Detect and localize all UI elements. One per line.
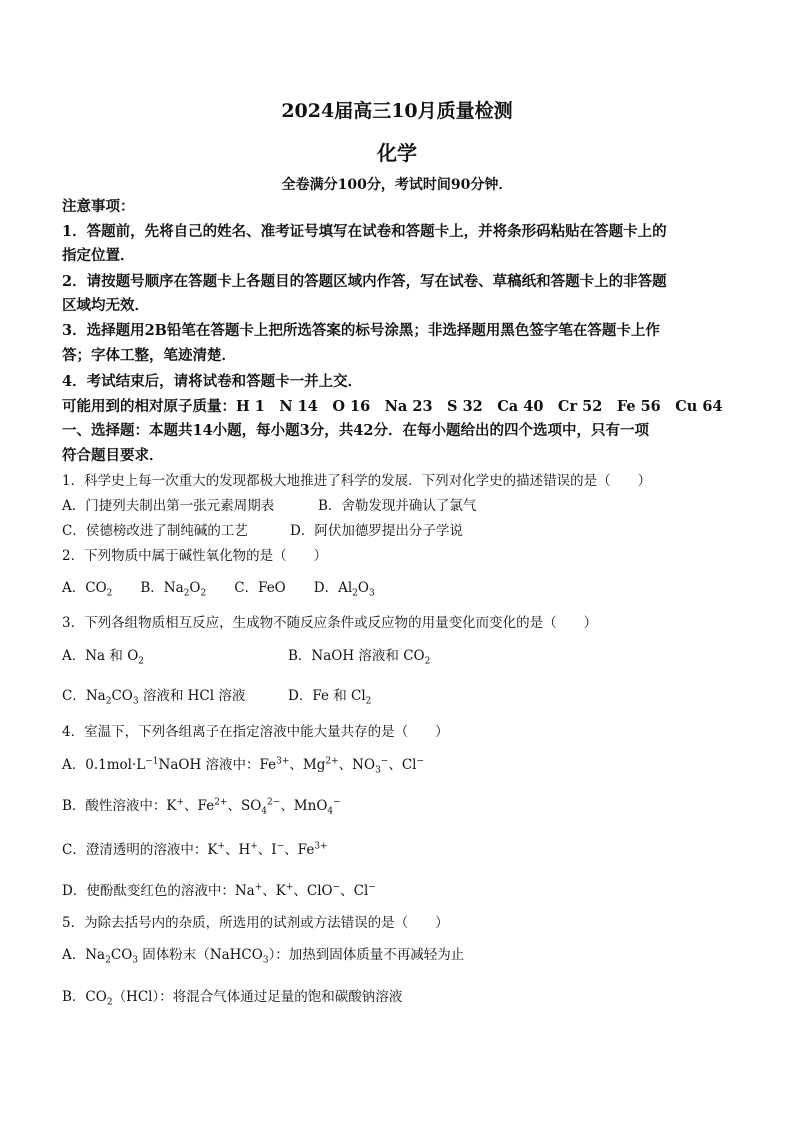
question-4-option-a: A．$0.1mol\cdot L^{-1}NaOH$ 溶液中：$Fe^{3+}$、$Mg^{2+}$、$NO_3^-$、Cl− (62, 756, 425, 776)
question-1-option-a: A．门捷列夫制出第一张元素周期表 (62, 498, 275, 514)
question-3: 3．下列各组物质相互反应，生成物不随反应条件或反应物的用量变化而变化的是（ ） (62, 615, 598, 631)
notice-item-3-cont: 答；字体工整，笔迹清楚． (62, 347, 236, 364)
notice-item-4: 4．考试结束后，请将试卷和答题卡一并上交． (62, 373, 363, 390)
question-4: 4．室温下，下列各组离子在指定溶液中能大量共存的是（ ） (62, 724, 449, 740)
notice-item-3: 3．选择题用2B铅笔在答题卡上把所选答案的标号涂黑；非选择题用黑色签字笔在答题卡上作 (62, 322, 660, 339)
question-5: 5．为除去括号内的杂质，所选用的试剂或方法错误的是（ ） (62, 915, 449, 931)
question-1-option-c: C．侯德榜改进了制纯碱的工艺 (62, 523, 248, 539)
question-1-option-b: B．舍勒发现并确认了氯气 (318, 498, 477, 514)
question-3-option-a: A．Na 和 $O_2$ (62, 648, 144, 667)
question-5-option-b: B．$CO_2(HCl)$：将混合气体通过足量的饱和碳酸钠溶液 (62, 989, 403, 1008)
question-4-option-d: D．使酚酞变红色的溶液中：Na+、K+、ClO−、Cl− (62, 882, 376, 899)
notice-item-1-cont: 指定位置． (62, 247, 135, 264)
subject-title: 化学 (377, 141, 417, 165)
notice-item-2: 2．请按题号顺序在答题卡上各题目的答题区域内作答，写在试卷、草稿纸和答题卡上的非答题 (62, 273, 667, 290)
question-5-option-a: A．$Na_2CO_3$ 固体粉末（NaHCO$_3$）：加热到固体质量不再减轻为止 (62, 947, 465, 966)
notice-item-2-cont: 区域均无效． (62, 297, 149, 314)
question-3-option-c: C．$Na_2CO_3$ 溶液和 HCl 溶液 (62, 688, 246, 707)
question-1: 1．科学史上每一次重大的发现都极大地推进了科学的发展．下列对化学史的描述错误的是（ ） (62, 473, 652, 489)
question-2: 2．下列物质中属于碱性氧化物的是（ ） (62, 548, 328, 564)
notice-item-1: 1．答题前，先将自己的姓名、准考证号填写在试卷和答题卡上，并将条形码粘贴在答题卡上的 (62, 223, 667, 240)
section-heading: 一、选择题：本题共14小题，每小题3分，共42分．在每小题给出的四个选项中，只有一项 (62, 422, 649, 439)
exam-info: 全卷满分100分，考试时间90分钟． (281, 177, 513, 193)
question-4-option-b: B．酸性溶液中：K+、$Fe^{2+}$、$SO_4^{2-}$、MnO$_4$− (62, 797, 341, 817)
atomic-masses: 可能用到的相对原子质量：H 1 N 14 O 16 Na 23 S 32 Ca 40 Cr 52 Fe 56 Cu 64 (62, 398, 723, 415)
question-3-option-b: B．NaOH 溶液和 $CO_2$ (288, 648, 431, 667)
question-2-options: A．$CO_2$ B．$Na_2O_2$ C．FeO D．$Al_2O_3$ (62, 580, 375, 599)
section-heading-cont: 符合题目要求． (62, 447, 164, 464)
notice-heading: 注意事项： (62, 198, 135, 215)
question-1-option-d: D．阿伏加德罗提出分子学说 (290, 523, 463, 539)
question-3-option-d: D．Fe 和 $Cl_2$ (288, 688, 372, 707)
exam-title: 2024届高三10月质量检测 (281, 100, 513, 122)
question-4-option-c: C．澄清透明的溶液中：K+、H+、I−、$Fe^{3+}$ (62, 841, 328, 858)
